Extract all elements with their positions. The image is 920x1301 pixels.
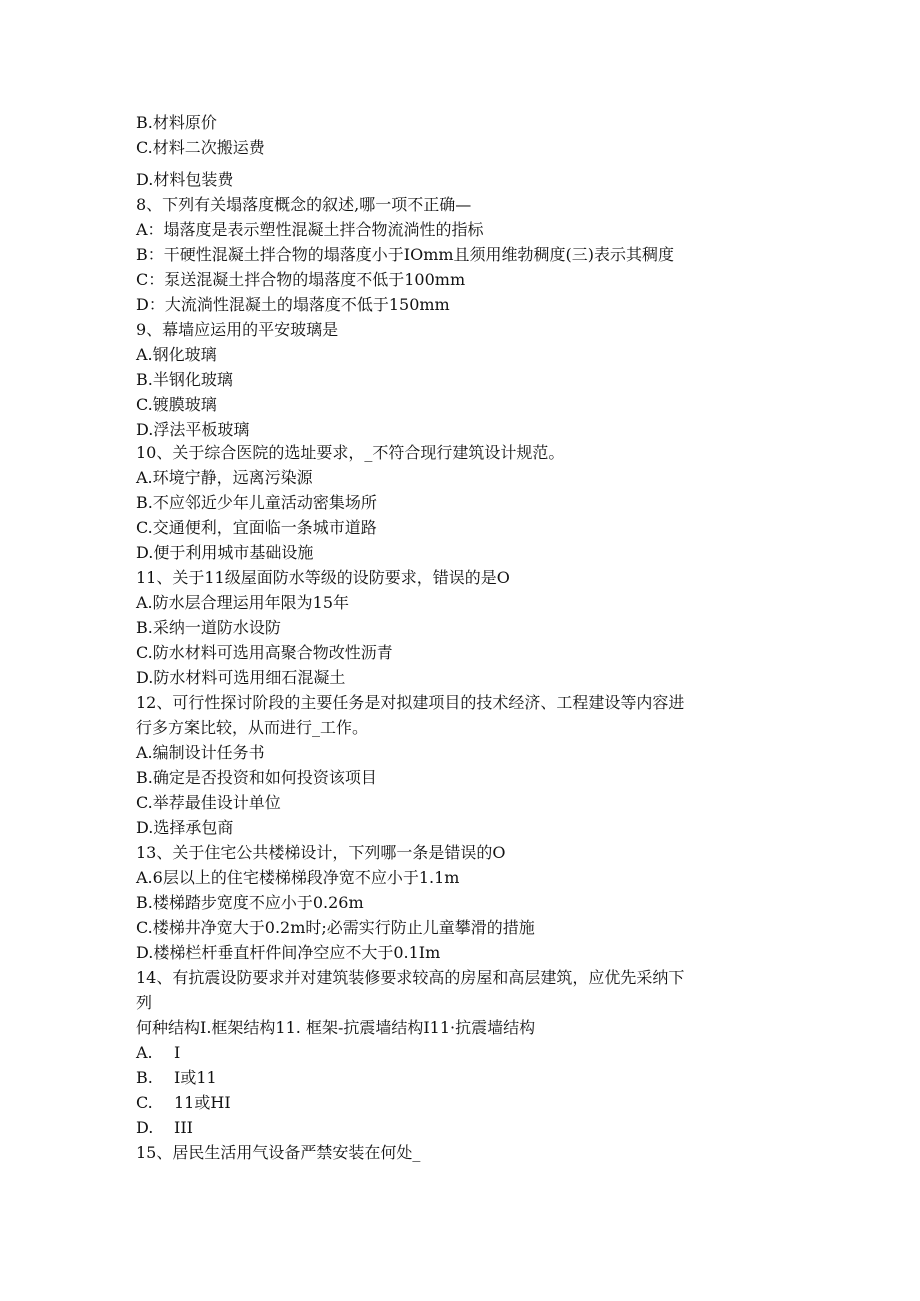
question-14: 14、有抗震设防要求并对建筑装修要求较高的房屋和高层建筑，应优先采纳下 <box>136 968 685 987</box>
option-label: A. <box>136 1043 153 1062</box>
text-line: C.防水材料可选用高聚合物改性沥青 <box>136 643 393 662</box>
text-line: B.不应邻近少年儿童活动密集场所 <box>136 493 377 512</box>
option-text: I <box>174 1043 181 1062</box>
text-line: D.浮法平板玻璃 <box>136 420 250 439</box>
text-line: D：大流淌性混凝土的塌落度不低于150mm <box>136 295 450 314</box>
text-line: C.举荐最佳设计单位 <box>136 793 281 812</box>
question-13: 13、关于住宅公共楼梯设计，下列哪一条是错误的O <box>136 843 506 862</box>
question-12: 12、可行性探讨阶段的主要任务是对拟建项目的技术经济、工程建设等内容进 <box>136 693 685 712</box>
question-9: 9、幕墙应运用的平安玻璃是 <box>136 320 339 339</box>
text-line: 行多方案比较，从而进行_工作。 <box>136 718 369 737</box>
text-line: C.交通便利，宜面临一条城市道路 <box>136 518 377 537</box>
text-line: A.6层以上的住宅楼梯梯段净宽不应小于1.1m <box>136 868 460 887</box>
text-line: 何种结构I.框架结构11. 框架-抗震墙结构I11·抗震墙结构 <box>136 1018 536 1037</box>
text-line: A.钢化玻璃 <box>136 345 217 364</box>
text-line: D.防水材料可选用细石混凝土 <box>136 668 346 687</box>
text-line: B.半钢化玻璃 <box>136 370 233 389</box>
option-text: 11或HI <box>174 1093 231 1112</box>
text-line: D.楼梯栏杆垂直杆件间净空应不大于0.1Im <box>136 943 441 962</box>
text-line: C.镀膜玻璃 <box>136 395 217 414</box>
option-label: C. <box>136 1093 153 1112</box>
question-8: 8、下列有关塌落度概念的叙述,哪一项不正确— <box>136 195 472 214</box>
question-15: 15、居民生活用气设备严禁安装在何处_ <box>136 1143 421 1162</box>
text-line: C.材料二次搬运费 <box>136 138 265 157</box>
text-line: C.楼梯井净宽大于0.2m时;必需实行防止儿童攀滑的措施 <box>136 918 535 937</box>
text-line: A.编制设计任务书 <box>136 743 265 762</box>
text-line: B.材料原价 <box>136 113 217 132</box>
option-c <box>136 1093 231 1113</box>
text-line: A：塌落度是表示塑性混凝土拌合物流淌性的指标 <box>136 220 484 239</box>
option-text: III <box>174 1118 193 1137</box>
text-line: C：泵送混凝土拌合物的塌落度不低于100mm <box>136 270 466 289</box>
option-d <box>136 1118 193 1138</box>
text-line: D.选择承包商 <box>136 818 234 837</box>
option-b <box>136 1068 217 1088</box>
text-line: 列 <box>136 993 153 1012</box>
question-11: 11、关于11级屋面防水等级的设防要求，错误的是O <box>136 568 510 587</box>
text-line: B.楼梯踏步宽度不应小于0.26m <box>136 893 364 912</box>
text-line: B.采纳一道防水设防 <box>136 618 281 637</box>
text-line: D.便于利用城市基础设施 <box>136 543 314 562</box>
option-text: I或11 <box>174 1068 217 1087</box>
text-line: B：干硬性混凝土拌合物的塌落度小于IOmm且须用维勃稠度(三)表示其稠度 <box>136 245 675 264</box>
text-line: D.材料包装费 <box>136 170 234 189</box>
option-label: B. <box>136 1068 153 1087</box>
option-a <box>136 1043 180 1063</box>
question-10: 10、关于综合医院的选址要求，_不符合现行建筑设计规范。 <box>136 443 565 462</box>
text-line: B.确定是否投资和如何投资该项目 <box>136 768 377 787</box>
text-line: A.防水层合理运用年限为15年 <box>136 593 350 612</box>
option-label: D. <box>136 1118 154 1137</box>
text-line: A.环境宁静，远离污染源 <box>136 468 313 487</box>
